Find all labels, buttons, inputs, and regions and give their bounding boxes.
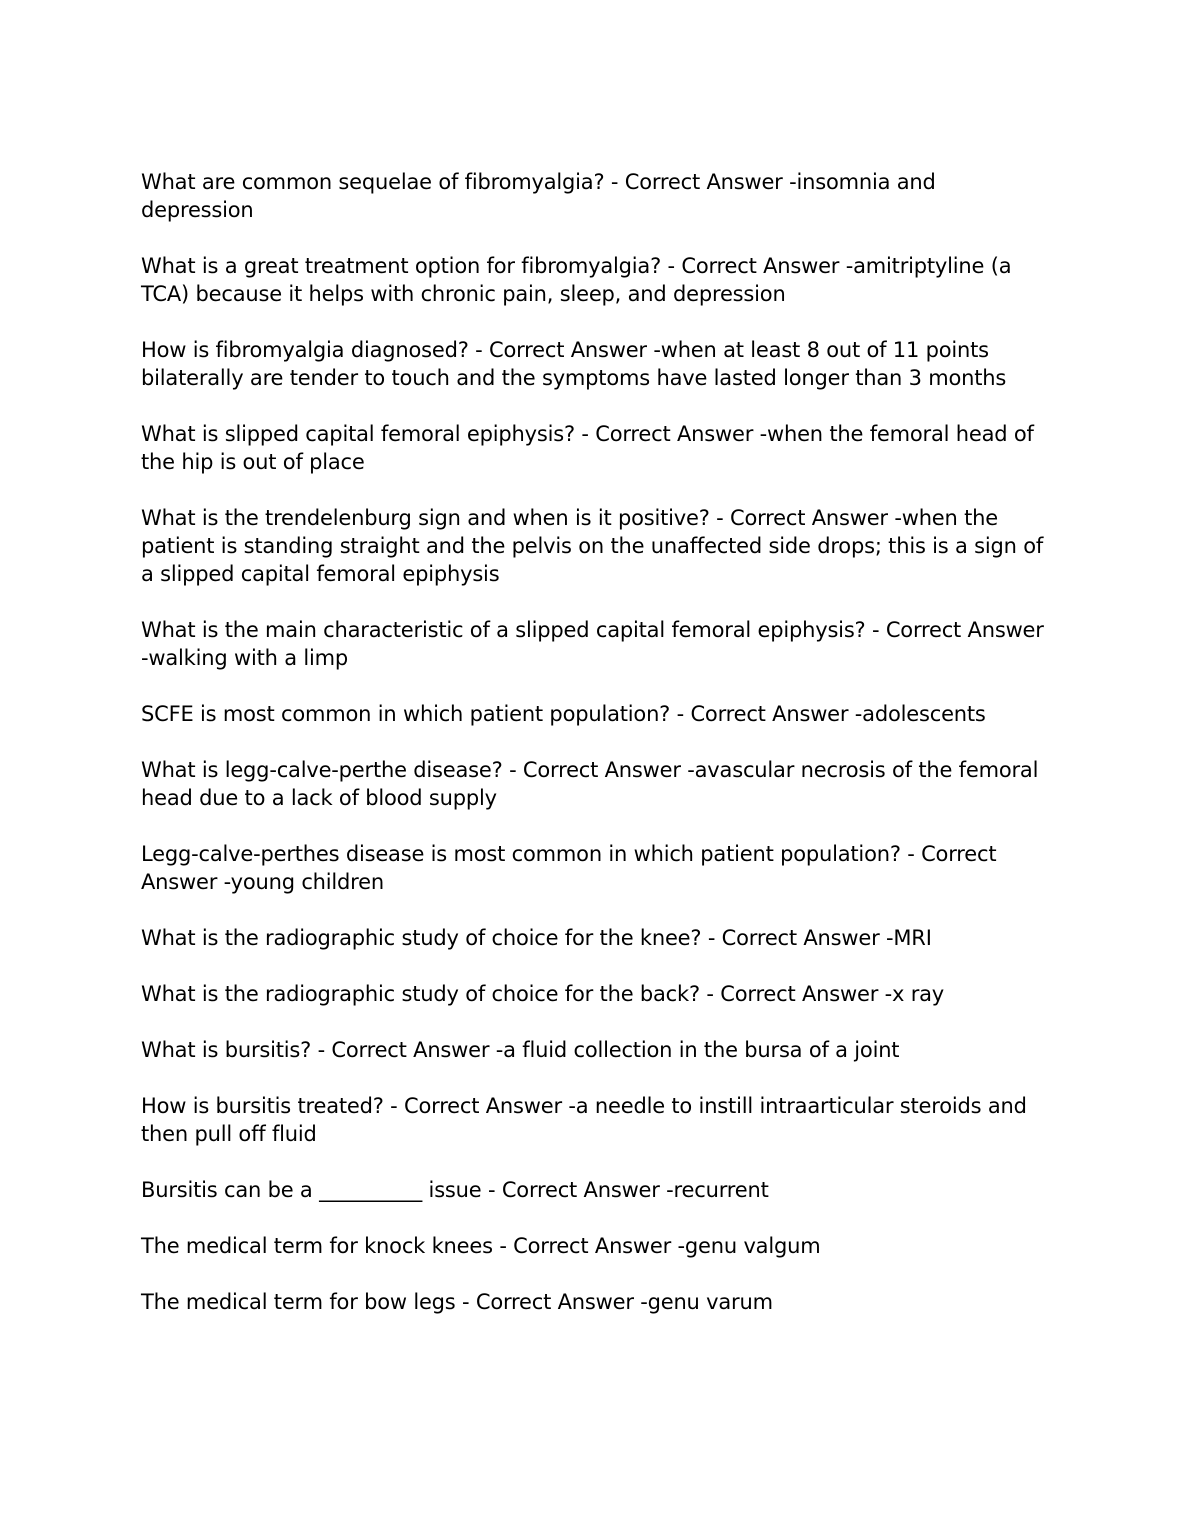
- qa-entry: What is the radiographic study of choice for the back? - Correct Answer -x ray: [141, 982, 945, 1006]
- qa-entry: What is bursitis? - Correct Answer -a fluid collection in the bursa of a joint: [141, 1038, 900, 1062]
- qa-entry: What is a great treatment option for fibromyalgia? - Correct Answer -amitriptyline (a TCA) because it helps with chronic pain, sleep, and depression: [141, 254, 1012, 306]
- qa-entry: The medical term for knock knees - Correct Answer -genu valgum: [141, 1234, 821, 1258]
- qa-entry: How is bursitis treated? - Correct Answer -a needle to instill intraarticular steroids and then pull off fluid: [141, 1094, 1027, 1146]
- qa-entry: The medical term for bow legs - Correct Answer -genu varum: [141, 1290, 773, 1314]
- qa-entry: SCFE is most common in which patient population? - Correct Answer -adolescents: [141, 702, 986, 726]
- qa-entry: What is slipped capital femoral epiphysis? - Correct Answer -when the femoral head of the hip is out of place: [141, 422, 1034, 474]
- qa-entry: What is the radiographic study of choice for the knee? - Correct Answer -MRI: [141, 926, 932, 950]
- qa-entry: How is fibromyalgia diagnosed? - Correct Answer -when at least 8 out of 11 points bilaterally are tender to touch and the symptoms have lasted longer than 3 months: [141, 338, 1007, 390]
- qa-entry: What is the trendelenburg sign and when is it positive? - Correct Answer -when the patient is standing straight and the pelvis on the unaffected side drops; this is a sign of a slipped capital femoral epiphysis: [141, 506, 1044, 586]
- qa-entry: What are common sequelae of fibromyalgia? - Correct Answer -insomnia and depression: [141, 170, 936, 222]
- qa-list: [141, 168, 1051, 1344]
- qa-entry: What is legg-calve-perthe disease? - Correct Answer -avascular necrosis of the femoral head due to a lack of blood supply: [141, 758, 1039, 810]
- qa-entry: Bursitis can be a __________ issue - Correct Answer -recurrent: [141, 1178, 769, 1202]
- qa-entry: Legg-calve-perthes disease is most common in which patient population? - Correct Answer -young children: [141, 842, 997, 894]
- qa-entry: What is the main characteristic of a slipped capital femoral epiphysis? - Correct Answer -walking with a limp: [141, 618, 1044, 670]
